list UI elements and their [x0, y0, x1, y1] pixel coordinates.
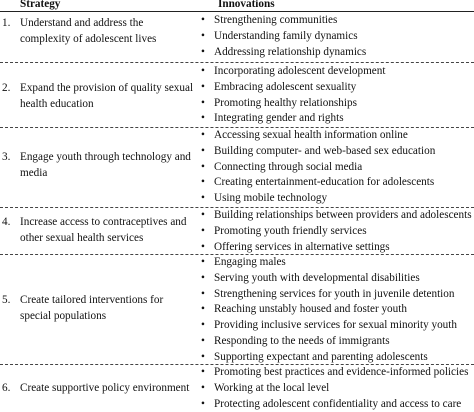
bullet-icon: • — [201, 256, 205, 268]
strategy-text: Increase access to contraceptives and other sexual health services — [20, 216, 187, 244]
list-item — [200, 381, 474, 397]
bullet-icon: • — [201, 29, 205, 42]
innovation-text: Strengthening services for youth in juvenile detention — [214, 287, 455, 300]
bullet-icon: • — [201, 240, 205, 253]
innovation-text: Connecting through social media — [214, 160, 363, 173]
innovation-text: Reaching unstably housed and foster youth — [214, 303, 407, 316]
bullet-icon: • — [201, 160, 205, 173]
innovation-text: Promoting healthy relationships — [214, 96, 357, 109]
innovation-text: Working at the local level — [214, 381, 330, 394]
innovation-text: Offering services in alternative settings — [214, 240, 390, 253]
bullet-icon: • — [201, 350, 205, 363]
innovations-list — [200, 365, 474, 412]
list-item — [200, 302, 474, 318]
bullet-icon: • — [201, 271, 205, 284]
bullet-icon: • — [201, 129, 205, 141]
bullet-icon: • — [201, 319, 205, 332]
bullet-icon: • — [201, 334, 205, 347]
list-item — [200, 45, 474, 61]
innovations-list — [200, 255, 474, 366]
list-item — [200, 208, 474, 224]
list-item — [200, 175, 474, 191]
list-item — [200, 80, 474, 96]
bullet-icon: • — [201, 287, 205, 300]
innovation-text: Addressing relationship dynamics — [214, 45, 367, 58]
list-item — [200, 29, 474, 45]
bullet-icon: • — [201, 65, 205, 77]
strategy-text: Expand the provision of quality sexual health education — [20, 82, 194, 110]
row-divider — [0, 62, 474, 63]
list-item — [200, 397, 474, 412]
list-item — [200, 287, 474, 303]
innovation-text: Incorporating adolescent development — [214, 65, 386, 77]
strategy-number: 3. — [2, 151, 11, 163]
list-item — [200, 111, 474, 127]
bullet-icon: • — [201, 381, 205, 394]
list-item — [200, 64, 474, 80]
list-item — [200, 334, 474, 350]
bullet-icon: • — [201, 303, 205, 316]
innovation-text: Creating entertainment-education for adolescents — [214, 176, 435, 189]
bullet-icon: • — [201, 176, 205, 189]
strategy-number: 1. — [2, 17, 11, 29]
list-item — [200, 13, 474, 29]
innovation-text: Understanding family dynamics — [214, 29, 358, 42]
strategy-text: Create tailored interventions for special populations — [20, 294, 164, 322]
strategy-text: Understand and address the complexity of adolescent lives — [20, 17, 157, 45]
list-item — [200, 144, 474, 160]
innovations-list — [200, 208, 474, 255]
header-strategy: Strategy — [20, 0, 61, 10]
list-item — [200, 96, 474, 112]
bullet-icon: • — [201, 397, 205, 410]
strategy-text: Engage youth through technology and media — [20, 151, 191, 179]
list-item — [200, 255, 474, 271]
innovations-list — [200, 64, 474, 127]
innovation-text: Serving youth with developmental disabilities — [214, 271, 420, 284]
header-rule — [0, 11, 474, 12]
bullet-icon: • — [201, 14, 205, 26]
list-item — [200, 191, 474, 207]
list-item — [200, 160, 474, 176]
header-innovations: Innovations — [218, 0, 275, 10]
table-header — [0, 0, 474, 11]
innovation-text: Building relationships between providers and adolescents — [214, 209, 472, 221]
innovation-text: Using mobile technology — [214, 192, 328, 205]
list-item — [200, 224, 474, 240]
list-item — [200, 318, 474, 334]
bullet-icon: • — [201, 209, 205, 221]
bullet-icon: • — [201, 112, 205, 125]
innovation-text: Integrating gender and rights — [214, 112, 344, 125]
innovation-text: Responding to the needs of immigrants — [214, 334, 390, 347]
innovation-text: Promoting youth friendly services — [214, 224, 367, 237]
list-item — [200, 365, 474, 381]
bullet-icon: • — [201, 144, 205, 157]
innovation-text: Providing inclusive services for sexual minority youth — [214, 319, 457, 332]
innovations-list — [200, 128, 474, 207]
bullet-icon: • — [201, 366, 205, 378]
bullet-icon: • — [201, 80, 205, 93]
innovation-text: Building computer- and web-based sex education — [214, 144, 436, 157]
strategy-number: 2. — [2, 82, 11, 94]
strategy-number: 5. — [2, 294, 11, 306]
innovation-text: Protecting adolescent confidentiality and access to care — [214, 397, 462, 410]
list-item — [200, 128, 474, 144]
list-item — [200, 271, 474, 287]
innovation-text: Engaging males — [214, 256, 286, 268]
innovations-list — [200, 13, 474, 60]
innovation-text: Embracing adolescent sexuality — [214, 80, 357, 93]
bullet-icon: • — [201, 96, 205, 109]
innovation-text: Accessing sexual health information online — [214, 129, 408, 141]
innovation-text: Promoting best practices and evidence-informed policies — [214, 366, 469, 378]
strategy-text: Create supportive policy environment — [20, 382, 190, 394]
bullet-icon: • — [201, 224, 205, 237]
bullet-icon: • — [201, 45, 205, 58]
strategy-number: 4. — [2, 216, 11, 228]
strategy-number: 6. — [2, 382, 11, 394]
bullet-icon: • — [201, 192, 205, 205]
innovation-text: Strengthening communities — [214, 14, 338, 26]
innovation-text: Supporting expectant and parenting adolescents — [214, 350, 428, 363]
